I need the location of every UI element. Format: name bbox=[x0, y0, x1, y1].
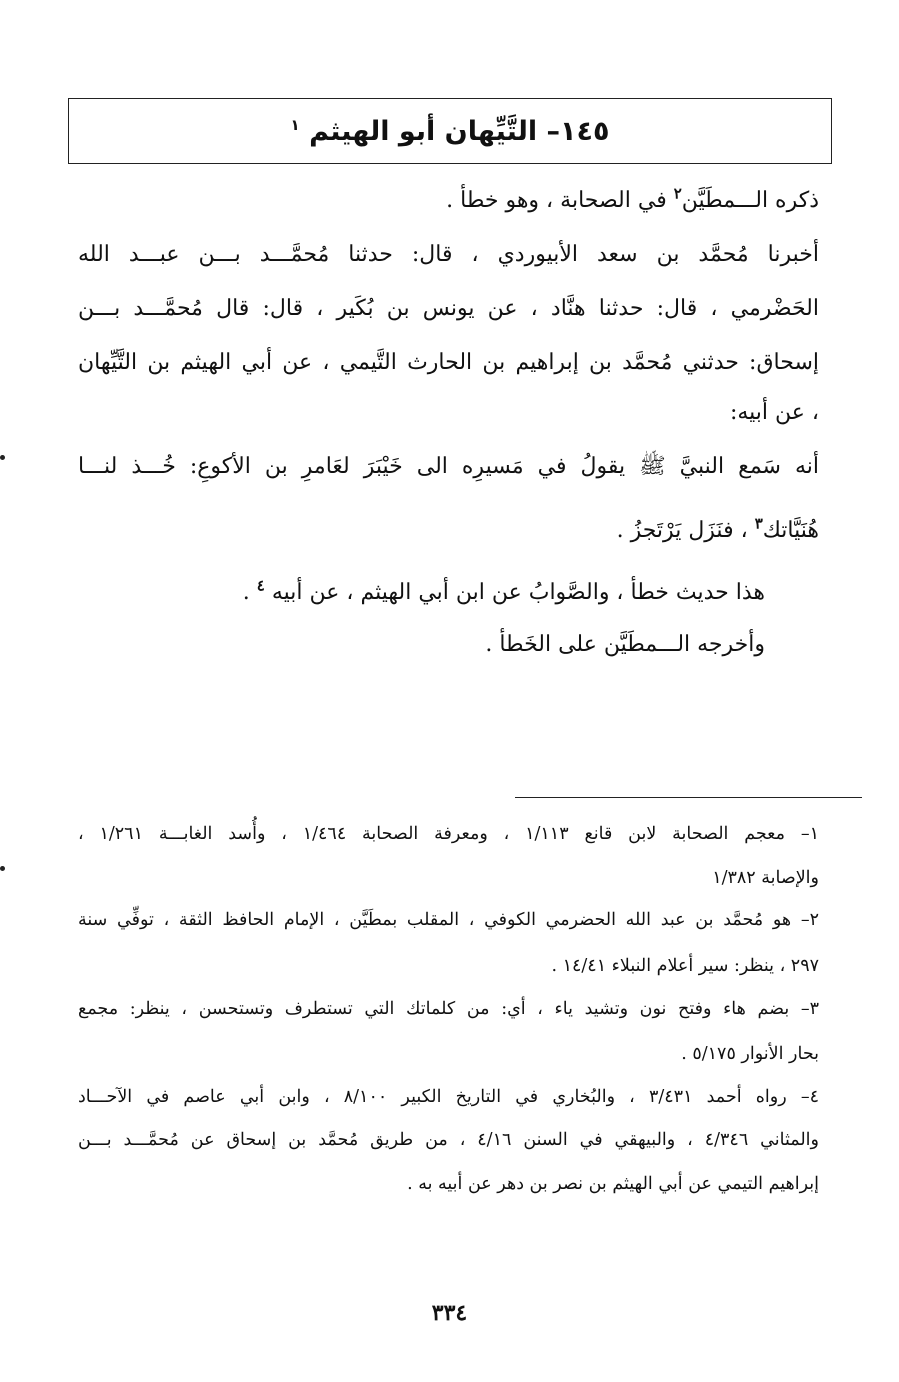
footnote-3-line-2: بحار الأنوار ٥/١٧٥ . bbox=[681, 1044, 819, 1064]
page-number: ٣٣٤ bbox=[431, 1300, 468, 1326]
body-line-8-end: . bbox=[242, 580, 257, 605]
footnote-1-line-2: والإصابة ١/٣٨٢ bbox=[712, 868, 819, 888]
footnote-ref-2: ٢ bbox=[673, 184, 682, 203]
entry-heading bbox=[291, 116, 610, 147]
body-line-1-start: ذكره الـــمطَيَّن bbox=[681, 188, 819, 213]
footnote-4-line-2: والمثاني ٤/٣٤٦ ، والبيهقي في السنن ٤/١٦ ، من طريق مُحمَّد بن إسحاق عن مُحمَّـــد بـــن bbox=[78, 1130, 819, 1150]
footnote-4-line-1: ٤– رواه أحمد ٣/٤٣١ ، والبُخاري في التاريخ الكبير ٨/١٠٠ ، وابن أبي عاصم في الآحـــاد bbox=[78, 1087, 819, 1107]
footnote-ref-1: ١ bbox=[290, 115, 300, 134]
body-line-6: أنه سَمع النبيَّ ﷺ يقولُ في مَسيرِه الى خَيْبَرَ لعَامرِ بن الأكوعِ: خُـــذ لنـــا bbox=[78, 454, 819, 479]
body-line-2: أخبرنا مُحمَّد بن سعد الأبيوردي ، قال: حدثنا مُحمَّـــد بـــن عبـــد الله bbox=[78, 242, 819, 267]
body-line-8-start: هذا حديث خطأ ، والصَّوابُ عن ابن أبي الهيثم ، عن أبيه bbox=[264, 580, 765, 605]
footnote-3-line-1: ٣– بضم هاء وفتح نون وتشيد ياء ، أي: من كلماتك التي تستطرف وتستحسن ، ينظر: مجمع bbox=[78, 999, 819, 1019]
body-line-3: الحَضْرمي ، قال: حدثنا هنَّاد ، عن يونس بن بُكَير ، قال: قال مُحمَّـــد بـــن bbox=[78, 296, 819, 321]
body-line-1-end: في الصحابة ، وهو خطأ . bbox=[446, 188, 674, 213]
body-line-8 bbox=[78, 578, 765, 608]
scan-edge-mark bbox=[0, 866, 5, 871]
body-line-7-end: ، فنَزَل يَرْتَجزُ . bbox=[616, 518, 755, 543]
body-line-5: ، عن أبيه: bbox=[729, 400, 819, 425]
entry-heading-box bbox=[68, 98, 832, 164]
body-line-1 bbox=[78, 186, 819, 216]
footnote-ref-3: ٣ bbox=[754, 514, 763, 533]
body-line-4: إسحاق: حدثني مُحمَّد بن إبراهيم بن الحارث التَّيمي ، عن أبي الهيثم بن التَّيِّهان bbox=[78, 350, 819, 375]
scan-edge-mark bbox=[0, 455, 5, 460]
body-line-7-start: هُنَيَّاتك bbox=[762, 518, 819, 543]
footnote-2-line-1: ٢– هو مُحمَّد بن عبد الله الحضرمي الكوفي ، المقلب بمطَيَّن ، الإمام الحافظ الثقة ، توفِّي سنة bbox=[78, 910, 819, 930]
footnote-4-line-3: إبراهيم التيمي عن أبي الهيثم بن نصر بن دهر عن أبيه به . bbox=[407, 1174, 819, 1194]
footnote-ref-4: ٤ bbox=[256, 576, 265, 595]
footnote-separator bbox=[515, 797, 862, 798]
footnote-2-line-2: ٢٩٧ ، ينظر: سير أعلام النبلاء ١٤/٤١ . bbox=[551, 956, 819, 976]
footnote-1-line-1: ١– معجم الصحابة لابن قانع ١/١١٣ ، ومعرفة الصحابة ١/٤٦٤ ، وأُسد الغابـــة ١/٢٦١ ، bbox=[78, 824, 819, 844]
body-line-9: وأخرجه الـــمطَيَّن على الخَطأ . bbox=[485, 632, 765, 657]
entry-heading-text: ١٤٥– التَّيِّهان أبو الهيثم bbox=[309, 115, 610, 147]
body-line-7 bbox=[78, 516, 819, 546]
